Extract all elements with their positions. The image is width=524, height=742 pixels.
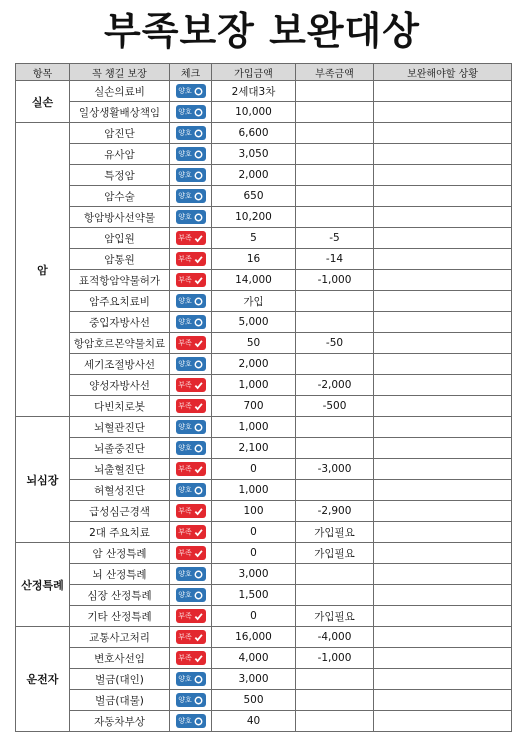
situation-cell <box>374 270 512 291</box>
status-badge <box>176 315 206 329</box>
check-icon <box>194 339 203 348</box>
check-cell <box>170 228 212 249</box>
status-label: 양호 <box>178 108 192 116</box>
shortage-cell <box>296 291 374 312</box>
check-cell <box>170 543 212 564</box>
status-badge <box>176 588 206 602</box>
table-row <box>16 81 512 102</box>
shortage-cell <box>296 564 374 585</box>
coverage-name: 항암방사선약물 <box>70 207 170 228</box>
amount-cell: 3,050 <box>212 144 296 165</box>
situation-cell <box>374 312 512 333</box>
header-check: 체크 <box>170 64 212 81</box>
amount-cell: 2,000 <box>212 354 296 375</box>
shortage-cell <box>296 102 374 123</box>
circle-icon <box>194 213 203 222</box>
status-label: 양호 <box>178 192 192 200</box>
coverage-name: 유사암 <box>70 144 170 165</box>
amount-cell: 40 <box>212 711 296 732</box>
shortage-cell: -4,000 <box>296 627 374 648</box>
status-label: 양호 <box>178 171 192 179</box>
check-cell <box>170 396 212 417</box>
shortage-cell: -1,000 <box>296 648 374 669</box>
circle-icon <box>194 297 203 306</box>
check-cell <box>170 480 212 501</box>
table-row <box>16 396 512 417</box>
situation-cell <box>374 543 512 564</box>
status-badge <box>176 147 206 161</box>
coverage-name: 일상생활배상책임 <box>70 102 170 123</box>
coverage-name: 기타 산정특례 <box>70 606 170 627</box>
table-row <box>16 354 512 375</box>
status-label: 부족 <box>178 339 192 347</box>
check-icon <box>194 234 203 243</box>
situation-cell <box>374 459 512 480</box>
check-icon <box>194 528 203 537</box>
category-cell: 운전자 <box>16 627 70 732</box>
amount-cell: 0 <box>212 606 296 627</box>
status-label: 양호 <box>178 675 192 683</box>
header-situation: 보완해야할 상황 <box>374 64 512 81</box>
status-label: 부족 <box>178 633 192 641</box>
status-label: 양호 <box>178 717 192 725</box>
status-label: 양호 <box>178 696 192 704</box>
status-label: 부족 <box>178 654 192 662</box>
circle-icon <box>194 318 203 327</box>
check-cell <box>170 585 212 606</box>
table-row <box>16 165 512 186</box>
status-badge <box>176 546 206 560</box>
check-cell <box>170 522 212 543</box>
amount-cell: 0 <box>212 543 296 564</box>
coverage-name: 자동차부상 <box>70 711 170 732</box>
table-row <box>16 669 512 690</box>
situation-cell <box>374 186 512 207</box>
shortage-cell: 가입필요 <box>296 606 374 627</box>
amount-cell: 1,000 <box>212 375 296 396</box>
check-cell <box>170 249 212 270</box>
situation-cell <box>374 207 512 228</box>
category-cell: 산정특례 <box>16 543 70 627</box>
coverage-name: 뇌졸중진단 <box>70 438 170 459</box>
amount-cell: 50 <box>212 333 296 354</box>
coverage-name: 급성심근경색 <box>70 501 170 522</box>
check-cell <box>170 501 212 522</box>
status-label: 양호 <box>178 360 192 368</box>
table-row <box>16 480 512 501</box>
amount-cell: 2,000 <box>212 165 296 186</box>
status-label: 양호 <box>178 150 192 158</box>
check-icon <box>194 381 203 390</box>
table-row <box>16 375 512 396</box>
circle-icon <box>194 192 203 201</box>
status-badge <box>176 84 206 98</box>
table-row <box>16 102 512 123</box>
page-title: 부족보장 보완대상 <box>104 9 420 53</box>
header-shortage: 부족금액 <box>296 64 374 81</box>
shortage-cell: -2,900 <box>296 501 374 522</box>
situation-cell <box>374 375 512 396</box>
amount-cell: 16,000 <box>212 627 296 648</box>
situation-cell <box>374 564 512 585</box>
shortage-cell: -500 <box>296 396 374 417</box>
check-icon <box>194 654 203 663</box>
circle-icon <box>194 87 203 96</box>
header-amount: 가입금액 <box>212 64 296 81</box>
status-badge <box>176 399 206 413</box>
table-row <box>16 690 512 711</box>
amount-cell: 0 <box>212 459 296 480</box>
check-cell <box>170 186 212 207</box>
status-label: 부족 <box>178 234 192 242</box>
circle-icon <box>194 108 203 117</box>
status-label: 양호 <box>178 423 192 431</box>
amount-cell: 4,000 <box>212 648 296 669</box>
status-label: 부족 <box>178 528 192 536</box>
amount-cell: 5 <box>212 228 296 249</box>
table-row <box>16 123 512 144</box>
amount-cell: 0 <box>212 522 296 543</box>
shortage-cell <box>296 690 374 711</box>
shortage-cell: -1,000 <box>296 270 374 291</box>
check-cell <box>170 270 212 291</box>
shortage-cell: -2,000 <box>296 375 374 396</box>
coverage-name: 뇌혈관진단 <box>70 417 170 438</box>
shortage-cell <box>296 312 374 333</box>
amount-cell: 100 <box>212 501 296 522</box>
shortage-cell <box>296 186 374 207</box>
situation-cell <box>374 585 512 606</box>
table-row <box>16 186 512 207</box>
status-badge <box>176 651 206 665</box>
shortage-cell <box>296 144 374 165</box>
coverage-name: 벌금(대물) <box>70 690 170 711</box>
amount-cell: 6,600 <box>212 123 296 144</box>
status-label: 부족 <box>178 402 192 410</box>
situation-cell <box>374 417 512 438</box>
amount-cell: 3,000 <box>212 564 296 585</box>
amount-cell: 700 <box>212 396 296 417</box>
shortage-cell <box>296 669 374 690</box>
shortage-cell <box>296 480 374 501</box>
status-badge <box>176 462 206 476</box>
status-badge <box>176 231 206 245</box>
situation-cell <box>374 354 512 375</box>
coverage-name: 암진단 <box>70 123 170 144</box>
table-row <box>16 585 512 606</box>
table-row <box>16 144 512 165</box>
coverage-name: 특정암 <box>70 165 170 186</box>
table-row <box>16 543 512 564</box>
status-badge <box>176 273 206 287</box>
status-label: 양호 <box>178 486 192 494</box>
check-icon <box>194 549 203 558</box>
shortage-cell: -14 <box>296 249 374 270</box>
situation-cell <box>374 123 512 144</box>
status-badge <box>176 567 206 581</box>
status-badge <box>176 609 206 623</box>
coverage-name: 뇌 산정특례 <box>70 564 170 585</box>
situation-cell <box>374 690 512 711</box>
amount-cell: 10,200 <box>212 207 296 228</box>
shortage-cell <box>296 585 374 606</box>
shortage-cell: 가입필요 <box>296 543 374 564</box>
amount-cell: 2세대3차 <box>212 81 296 102</box>
status-badge <box>176 525 206 539</box>
situation-cell <box>374 291 512 312</box>
check-cell <box>170 144 212 165</box>
table-row <box>16 459 512 480</box>
status-label: 양호 <box>178 213 192 221</box>
table-row <box>16 228 512 249</box>
amount-cell: 3,000 <box>212 669 296 690</box>
status-label: 양호 <box>178 444 192 452</box>
circle-icon <box>194 360 203 369</box>
status-label: 양호 <box>178 87 192 95</box>
amount-cell: 1,000 <box>212 417 296 438</box>
status-badge <box>176 441 206 455</box>
table-row <box>16 333 512 354</box>
check-icon <box>194 276 203 285</box>
coverage-name: 암수술 <box>70 186 170 207</box>
table-row <box>16 522 512 543</box>
status-badge <box>176 483 206 497</box>
situation-cell <box>374 627 512 648</box>
table-row <box>16 711 512 732</box>
coverage-name: 중입자방사선 <box>70 312 170 333</box>
status-label: 부족 <box>178 276 192 284</box>
shortage-cell <box>296 711 374 732</box>
check-cell <box>170 669 212 690</box>
status-badge <box>176 189 206 203</box>
status-badge <box>176 210 206 224</box>
check-cell <box>170 291 212 312</box>
category-cell: 뇌심장 <box>16 417 70 543</box>
check-cell <box>170 627 212 648</box>
coverage-name: 벌금(대인) <box>70 669 170 690</box>
check-cell <box>170 711 212 732</box>
amount-cell: 1,500 <box>212 585 296 606</box>
table-row <box>16 270 512 291</box>
coverage-name: 다빈치로봇 <box>70 396 170 417</box>
check-icon <box>194 633 203 642</box>
check-cell <box>170 606 212 627</box>
shortage-cell: 가입필요 <box>296 522 374 543</box>
check-cell <box>170 81 212 102</box>
table-row <box>16 606 512 627</box>
table-row <box>16 207 512 228</box>
amount-cell: 2,100 <box>212 438 296 459</box>
table-row <box>16 417 512 438</box>
shortage-cell: -5 <box>296 228 374 249</box>
check-cell <box>170 690 212 711</box>
status-badge <box>176 714 206 728</box>
status-badge <box>176 252 206 266</box>
situation-cell <box>374 333 512 354</box>
amount-cell: 5,000 <box>212 312 296 333</box>
shortage-cell: -3,000 <box>296 459 374 480</box>
coverage-name: 암주요치료비 <box>70 291 170 312</box>
circle-icon <box>194 171 203 180</box>
situation-cell <box>374 648 512 669</box>
amount-cell: 10,000 <box>212 102 296 123</box>
status-badge <box>176 630 206 644</box>
shortage-cell <box>296 354 374 375</box>
check-icon <box>194 465 203 474</box>
circle-icon <box>194 423 203 432</box>
check-cell <box>170 207 212 228</box>
coverage-name: 항암호르몬약물치료 <box>70 333 170 354</box>
header-category: 항목 <box>16 64 70 81</box>
circle-icon <box>194 150 203 159</box>
table-row <box>16 648 512 669</box>
coverage-name: 교통사고처리 <box>70 627 170 648</box>
coverage-name: 암 산정특례 <box>70 543 170 564</box>
coverage-name: 실손의료비 <box>70 81 170 102</box>
check-cell <box>170 438 212 459</box>
coverage-name: 2대 주요치료 <box>70 522 170 543</box>
status-badge <box>176 693 206 707</box>
coverage-name: 허혈성진단 <box>70 480 170 501</box>
coverage-name: 암통원 <box>70 249 170 270</box>
check-cell <box>170 333 212 354</box>
coverage-table <box>15 63 512 732</box>
check-cell <box>170 564 212 585</box>
check-cell <box>170 165 212 186</box>
situation-cell <box>374 144 512 165</box>
status-label: 양호 <box>178 570 192 578</box>
circle-icon <box>194 570 203 579</box>
status-badge <box>176 672 206 686</box>
circle-icon <box>194 129 203 138</box>
situation-cell <box>374 606 512 627</box>
check-cell <box>170 102 212 123</box>
circle-icon <box>194 675 203 684</box>
check-cell <box>170 375 212 396</box>
coverage-name: 심장 산정특례 <box>70 585 170 606</box>
check-cell <box>170 123 212 144</box>
status-label: 부족 <box>178 612 192 620</box>
table-row <box>16 291 512 312</box>
status-label: 부족 <box>178 507 192 515</box>
amount-cell: 16 <box>212 249 296 270</box>
table-row <box>16 249 512 270</box>
check-icon <box>194 612 203 621</box>
status-label: 부족 <box>178 549 192 557</box>
situation-cell <box>374 102 512 123</box>
status-label: 부족 <box>178 255 192 263</box>
check-cell <box>170 417 212 438</box>
coverage-name: 표적항암약물허가 <box>70 270 170 291</box>
coverage-name: 세기조절방사선 <box>70 354 170 375</box>
shortage-cell <box>296 81 374 102</box>
shortage-cell <box>296 438 374 459</box>
situation-cell <box>374 228 512 249</box>
coverage-name: 변호사선임 <box>70 648 170 669</box>
check-icon <box>194 507 203 516</box>
category-cell: 암 <box>16 123 70 417</box>
amount-cell: 500 <box>212 690 296 711</box>
coverage-name: 양성자방사선 <box>70 375 170 396</box>
check-cell <box>170 312 212 333</box>
coverage-name: 암입원 <box>70 228 170 249</box>
check-cell <box>170 354 212 375</box>
shortage-cell <box>296 417 374 438</box>
check-cell <box>170 648 212 669</box>
situation-cell <box>374 501 512 522</box>
status-badge <box>176 294 206 308</box>
shortage-cell <box>296 165 374 186</box>
status-badge <box>176 105 206 119</box>
header-coverage: 꼭 챙길 보장 <box>70 64 170 81</box>
amount-cell: 14,000 <box>212 270 296 291</box>
shortage-cell <box>296 123 374 144</box>
situation-cell <box>374 165 512 186</box>
table-header-row <box>16 64 512 81</box>
status-badge <box>176 126 206 140</box>
status-badge <box>176 336 206 350</box>
situation-cell <box>374 522 512 543</box>
status-label: 양호 <box>178 318 192 326</box>
coverage-name: 뇌출혈진단 <box>70 459 170 480</box>
shortage-cell: -50 <box>296 333 374 354</box>
status-badge <box>176 378 206 392</box>
table-row <box>16 627 512 648</box>
check-icon <box>194 255 203 264</box>
situation-cell <box>374 438 512 459</box>
table-row <box>16 312 512 333</box>
circle-icon <box>194 486 203 495</box>
table-row <box>16 438 512 459</box>
status-badge <box>176 168 206 182</box>
table-row <box>16 501 512 522</box>
check-icon <box>194 402 203 411</box>
table-row <box>16 564 512 585</box>
check-cell <box>170 459 212 480</box>
status-badge <box>176 504 206 518</box>
situation-cell <box>374 81 512 102</box>
situation-cell <box>374 249 512 270</box>
status-label: 양호 <box>178 591 192 599</box>
status-label: 부족 <box>178 381 192 389</box>
status-label: 양호 <box>178 297 192 305</box>
status-badge <box>176 420 206 434</box>
circle-icon <box>194 717 203 726</box>
amount-cell: 가입 <box>212 291 296 312</box>
amount-cell: 650 <box>212 186 296 207</box>
shortage-cell <box>296 207 374 228</box>
circle-icon <box>194 591 203 600</box>
situation-cell <box>374 669 512 690</box>
situation-cell <box>374 711 512 732</box>
circle-icon <box>194 696 203 705</box>
situation-cell <box>374 396 512 417</box>
circle-icon <box>194 444 203 453</box>
status-badge <box>176 357 206 371</box>
amount-cell: 1,000 <box>212 480 296 501</box>
situation-cell <box>374 480 512 501</box>
category-cell: 실손 <box>16 81 70 123</box>
status-label: 부족 <box>178 465 192 473</box>
status-label: 양호 <box>178 129 192 137</box>
